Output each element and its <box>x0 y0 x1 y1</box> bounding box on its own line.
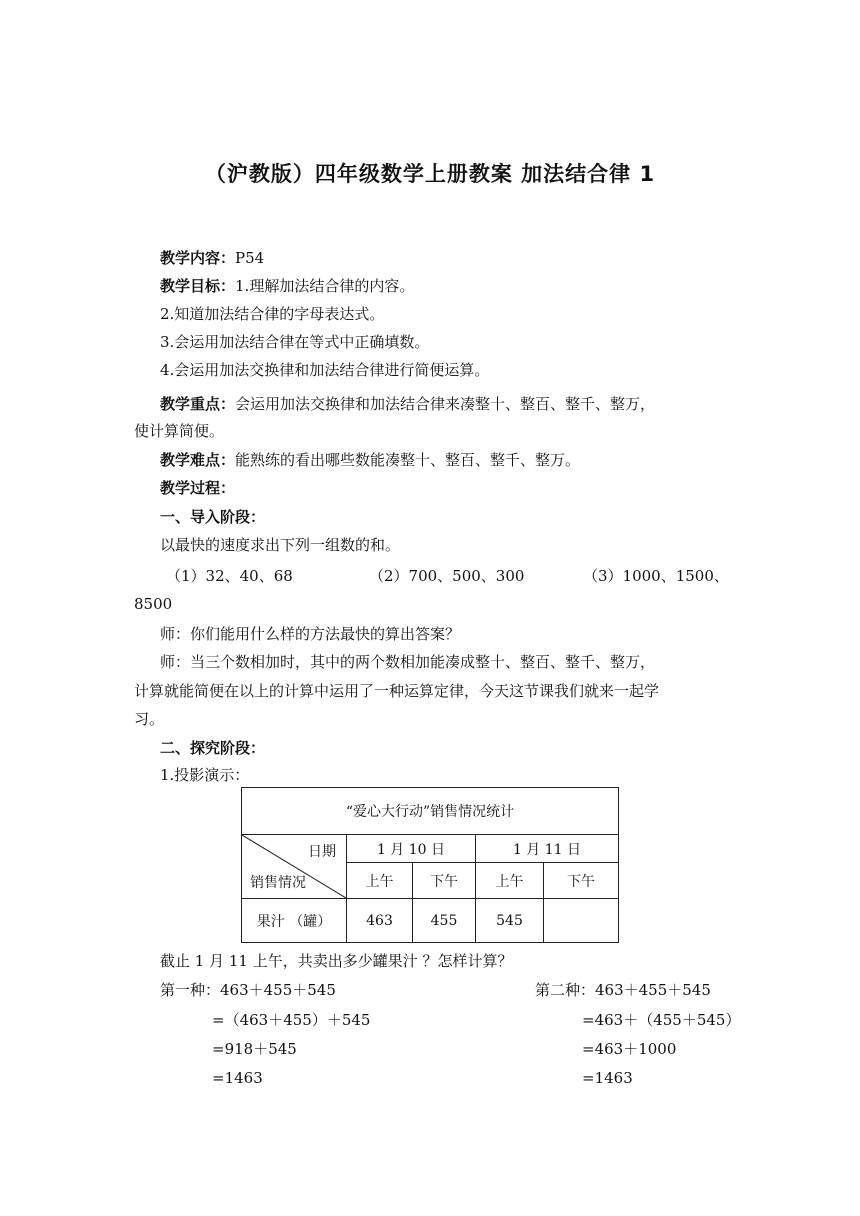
diag-date-label: 日期 <box>308 844 336 860</box>
method2-step1: =463＋（455＋545） <box>582 1011 741 1029</box>
sales-table <box>241 787 619 943</box>
period-header: 上午 <box>347 863 413 899</box>
teacher-line-2-cont: 计算就能简便在以上的计算中运用了一种运算定律，今天这节课我们就来一起学 <box>134 682 660 700</box>
date-header-1: 1 月 10 日 <box>347 835 476 863</box>
table-cell: 545 <box>476 899 544 943</box>
method2-label: 第二种：463＋455＋545 <box>535 981 711 999</box>
method2-step3: =1463 <box>582 1069 633 1087</box>
key-point-line <box>160 394 655 414</box>
period-header: 上午 <box>476 863 544 899</box>
table-title: “爱心大行动”销售情况统计 <box>242 788 619 835</box>
method1-label: 第一种：463＋455＋545 <box>160 981 336 999</box>
difficulty-text: 能熟练的看出哪些数能凑整十、整百、整千、整万。 <box>235 451 581 469</box>
goals-line <box>160 276 414 296</box>
sales-question: 截止 1 月 11 上午，共卖出多少罐果汁 ？怎样计算？ <box>160 952 513 970</box>
table-cell: 463 <box>347 899 413 943</box>
method1-step1: =（463＋455）＋545 <box>212 1011 371 1029</box>
page-title: （沪教版）四年级数学上册教案 加法结合律 1 <box>204 162 656 186</box>
stage1-intro: 以最快的速度求出下列一组数的和。 <box>160 536 401 554</box>
diag-sales-label: 销售情况 <box>250 875 306 891</box>
key-point-text: 会运用加法交换律和加法结合律来凑整十、整百、整千、整万， <box>235 395 656 413</box>
teacher-line-2-end: 习。 <box>134 710 165 728</box>
diagonal-header-cell <box>242 835 347 899</box>
difficulty-label: 教学难点： <box>160 451 236 469</box>
period-header: 下午 <box>544 863 619 899</box>
question-3: （3）1000、1500、 <box>583 567 729 585</box>
question-3-cont: 8500 <box>134 595 173 613</box>
teacher-line-2: 师：当三个数相加时，其中的两个数相加能凑成整十、整百、整千、整万， <box>160 653 656 671</box>
period-header: 下午 <box>413 863 476 899</box>
difficulty-line <box>160 450 580 470</box>
goals-label: 教学目标： <box>160 277 236 295</box>
method1-step3: =1463 <box>212 1069 263 1087</box>
content-text: P54 <box>235 249 265 267</box>
date-header-2: 1 月 11 日 <box>476 835 619 863</box>
question-2: （2）700、500、300 <box>369 567 525 585</box>
key-point-text-cont: 使计算简便。 <box>134 422 225 440</box>
table-cell <box>544 899 619 943</box>
teacher-line-1: 师：你们能用什么样的方法最快的算出答案？ <box>160 625 461 643</box>
process-label: 教学过程： <box>160 479 236 497</box>
stage1-heading: 一、导入阶段： <box>160 508 266 526</box>
method2-step2: =463＋1000 <box>582 1040 677 1058</box>
method1-step2: =918＋545 <box>212 1040 297 1058</box>
goal-item-3: 3.会运用加法结合律在等式中正确填数。 <box>160 333 430 351</box>
table-cell: 455 <box>413 899 476 943</box>
question-1: （1）32、40、68 <box>166 567 293 585</box>
goal-item-1: 1.理解加法结合律的内容。 <box>235 277 415 295</box>
goal-item-4: 4.会运用加法交换律和加法结合律进行简便运算。 <box>160 361 490 379</box>
stage2-heading: 二、探究阶段： <box>160 739 266 757</box>
row-label-juice: 果汁 （罐） <box>242 899 347 943</box>
key-point-label: 教学重点： <box>160 395 236 413</box>
demo-label: 1.投影演示： <box>160 766 250 784</box>
content-line <box>160 248 264 268</box>
goal-item-2: 2.知道加法结合律的字母表达式。 <box>160 305 385 323</box>
content-label: 教学内容： <box>160 249 236 267</box>
